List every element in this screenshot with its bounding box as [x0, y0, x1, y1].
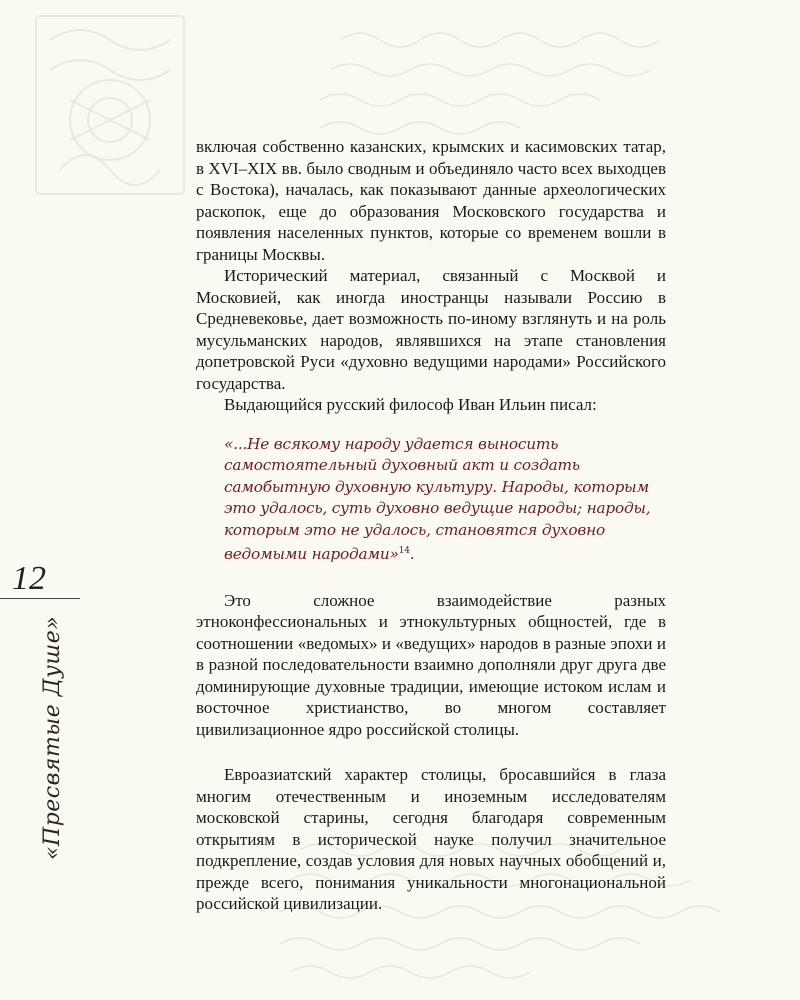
body-text: [196, 136, 666, 915]
page-number: 12: [12, 560, 46, 597]
paragraph-2: Исторический материал, связанный с Москвой и Московией, как иногда иностранцы называли Россию в Средневековье, дает возможность по-иному взглянуть и на роль мусульманских народов, являвшихся на этапе становления допетровской Руси «духовно ведущими народами» Российского государства.: [196, 266, 666, 393]
paragraph-1: включая собственно казанских, крымских и касимовских татар, в XVI–XIX вв. было сводным и объединяло часто всех выходцев с Востока), началась, как показывают данные археологических раскопок, еще до образования Московского государства и появления населенных пунктов, которые со временем вошли в границы Москвы.: [196, 137, 666, 264]
paragraph-5: Евроазиатский характер столицы, бросавшийся в глаза многим отечественным и иноземным исследователям московской старины, сегодня благодаря современным открытиям в исторической науке получил значительное подкрепление, создав условия для новых научных обобщений и, прежде всего, понимания уникальности многонациональной российской цивилизации.: [196, 765, 666, 914]
paragraph-3: Выдающийся русский философ Иван Ильин писал:: [224, 395, 597, 414]
running-title: «Пресвятые Душе»: [40, 615, 65, 860]
footnote-ref: 14: [398, 546, 410, 556]
quote-text: «...Не всякому народу удается выносить самостоятельный духовный акт и создать самобытную духовную культуру. Народы, которым это удалось, суть духовно ведущие народы; народы, которым это не удалось, становятся духовно ведомыми народами»: [224, 434, 651, 564]
ilyin-quote: «...Не всякому народу удается выносить самостоятельный духовный акт и создать самобытную духовную культуру. Народы, которым это удалось, суть духовно ведущие народы; народы, которым это не удалось, становятся духовно ведомыми народами»$^{14}$.: [224, 434, 651, 564]
decorative-ornament: [30, 10, 190, 200]
paragraph-4: Это сложное взаимодействие разных этноконфессиональных и этнокультурных общностей, где в соотношении «ведомых» и «ведущих» народов в разные эпохи и в разной последовательности взаимно дополняли друг друга две доминирующие духовные традиции, имеющие истоком ислам и восточное христианство, во многом составляет цивилизационное ядро российской столицы.: [196, 590, 666, 739]
page-number-rule: [0, 598, 80, 599]
